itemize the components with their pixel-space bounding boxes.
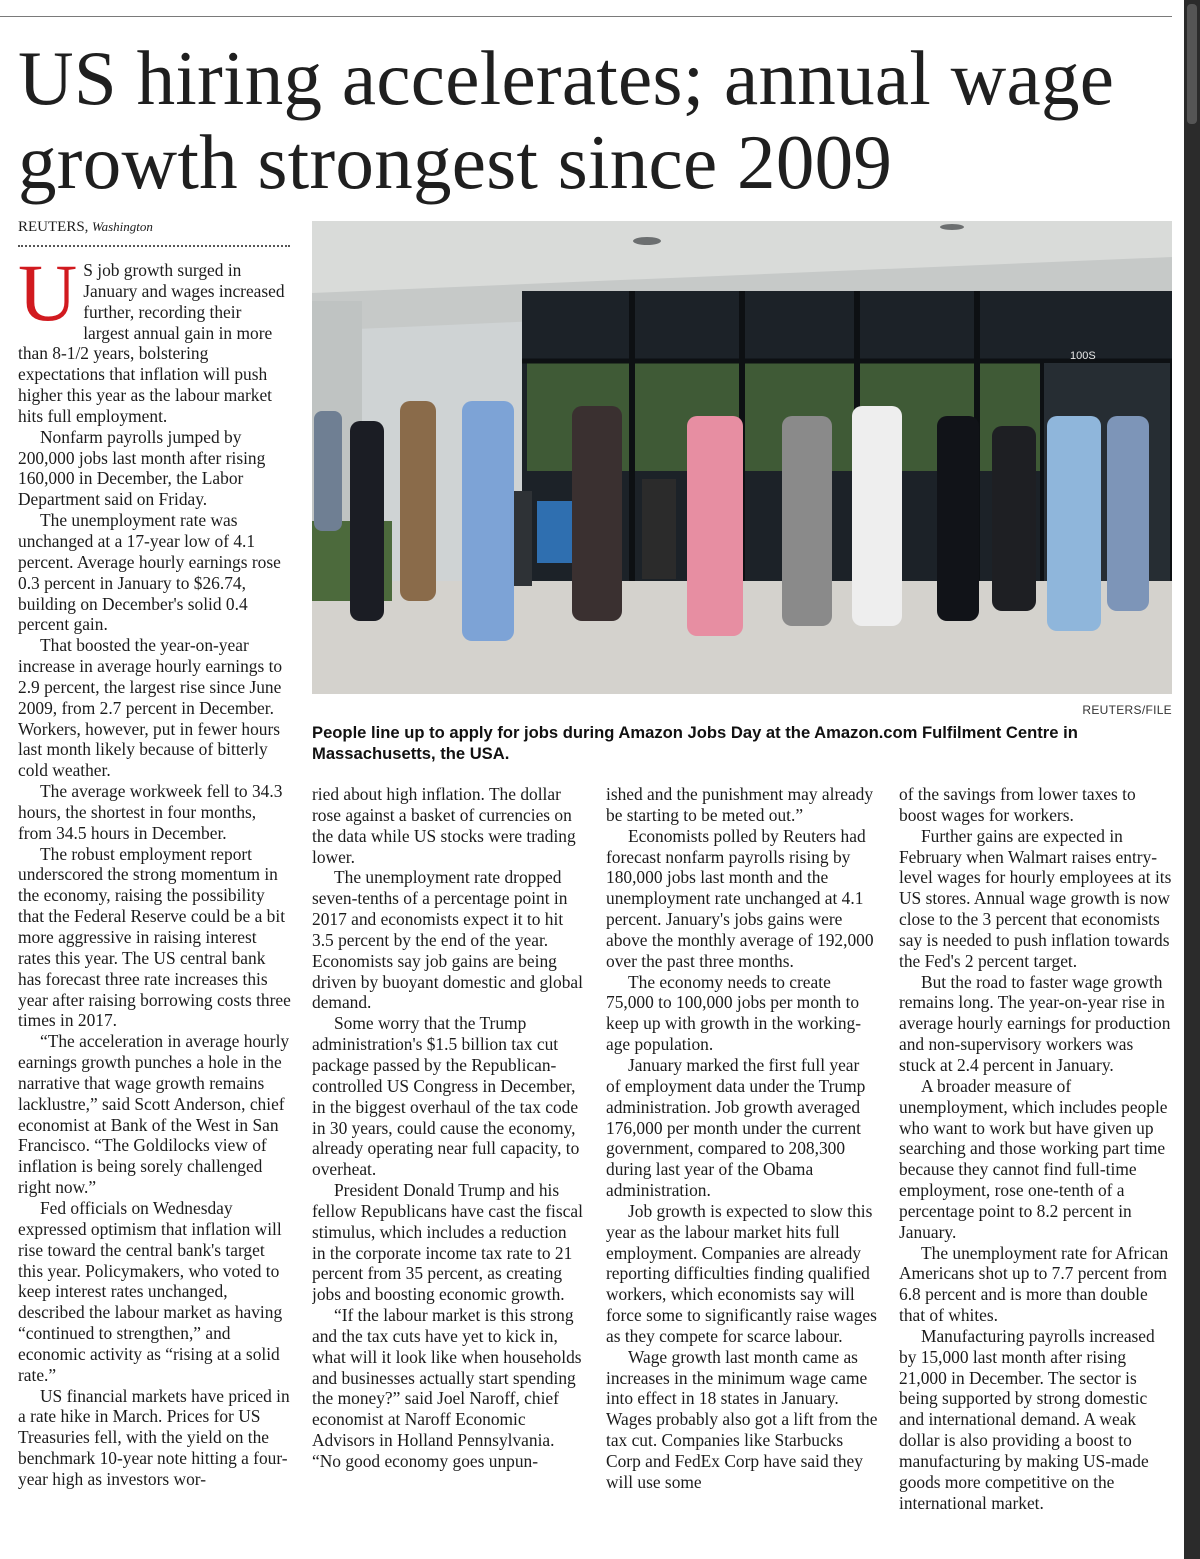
- paragraph: ished and the punishment may already be starting to be meted out.”: [606, 784, 874, 825]
- drop-cap: U: [18, 260, 78, 338]
- previous-page-strip: [0, 0, 1200, 22]
- paragraph: The average workweek fell to 34.3 hours, the shortest in four months, from 34.5 hours in December.: [18, 781, 283, 843]
- scrollbar-thumb[interactable]: [1187, 4, 1197, 124]
- paragraph: Some worry that the Trump administration's $1.5 billion tax cut package passed by the Republican-controlled US Congress in December, in the biggest overhaul of the tax code in 30 years, could cause the economy, already operating near full capacity, to overheat.: [312, 1013, 580, 1180]
- paragraph: The economy needs to create 75,000 to 100,000 jobs per month to keep up with growth in the working-age population.: [606, 971, 862, 1055]
- paragraph: “If the labour market is this strong and the tax cuts have yet to kick in, what will it look like when households and businesses actually start spending the money?” said Joel Naroff, chief economist at Naroff Economic Advisors in Holland Pennsylvania. “No good economy goes unpun-: [312, 1305, 582, 1471]
- article-column-1: [18, 260, 291, 1559]
- paragraph: The unemployment rate was unchanged at a 17-year low of 4.1 percent. Average hourly earnings rose 0.3 percent in January to $26.74, building on December's solid 0.4 percent gain.: [18, 510, 281, 635]
- paragraph: The unemployment rate for African Americans shot up to 7.7 percent from 6.8 percent and is more than double that of whites.: [899, 1242, 1169, 1326]
- header-rule: [0, 16, 1172, 17]
- person: [314, 411, 342, 531]
- photo-illustration: [312, 221, 1172, 694]
- paragraph: of the savings from lower taxes to boost wages for workers.: [899, 784, 1136, 825]
- article-column-4: [899, 784, 1174, 1559]
- scrollbar[interactable]: [1184, 0, 1200, 1559]
- paragraph: January marked the first full year of employment data under the Trump administration. Job growth averaged 176,000 per month under the current government, compared to 208,300 during last year of the Obama administration.: [606, 1054, 866, 1201]
- person: [937, 416, 979, 621]
- paragraph: Manufacturing payrolls increased by 15,000 last month after rising 21,000 in December. The sector is being supported by strong domestic and international demand. A weak dollar is also providing a boost to manufacturing by making US-made goods more competitive on the international market.: [899, 1325, 1155, 1513]
- paragraph: A broader measure of unemployment, which includes people who want to work but have given up searching and those working part time because they cannot find full-time employment, rose one-tenth of a percentage point to 8.2 percent in January.: [899, 1075, 1168, 1242]
- article-column-3: [606, 784, 878, 1559]
- person: [462, 401, 514, 641]
- byline-agency: REUTERS,: [18, 219, 89, 235]
- paragraph: ried about high inflation. The dollar rose against a basket of currencies on the data while US stocks were trading lower.: [312, 784, 576, 867]
- person: [1107, 416, 1149, 611]
- paragraph: The robust employment report underscored the strong momentum in the economy, raising the possibility that the Federal Reserve could be a bit more aggressive in raising interest rates this year. The US central bank has forecast three rate increases this year after raising borrowing costs three times in 2017.: [18, 843, 291, 1031]
- paragraph: S job growth surged in January and wages increased further, recording their largest annual gain in more than 8-1/2 years, bolstering expectations that inflation will push higher this year as the labour market hits full employment.: [18, 260, 285, 426]
- blue-bin: [537, 501, 577, 563]
- headline: US hiring accelerates; annual wage growth strongest since 2009: [18, 35, 1115, 205]
- ceiling-light: [633, 237, 661, 245]
- byline: [18, 219, 153, 236]
- paragraph: “The acceleration in average hourly earnings growth punches a hole in the narrative that wage growth remains lacklustre,” said Scott Anderson, chief economist at Bank of the West in San Francisco. “The Goldilocks view of inflation is being sorely challenged right now.”: [18, 1031, 290, 1198]
- byline-divider: [18, 245, 290, 247]
- person: [1047, 416, 1101, 631]
- person: [852, 406, 902, 626]
- paragraph: Wage growth last month came as increases in the minimum wage came into effect in 18 states in January. Wages probably also got a lift from the tax cut. Companies like Starbucks Corp and FedEx Corp have said they will use some: [606, 1346, 878, 1492]
- paragraph: Further gains are expected in February when Walmart raises entry-level wages for hourly employees at its US stores. Annual wage growth is now close to the 3 percent that economists say is needed to push inflation towards the Fed's 2 percent target.: [899, 825, 1172, 971]
- paragraph: US financial markets have priced in a rate hike in March. Prices for US Treasuries fell, with the yield on the benchmark 10-year note hitting a four-year high as investors wor-: [18, 1385, 290, 1489]
- paragraph: That boosted the year-on-year increase in average hourly earnings to 2.9 percent, the largest rise since June 2009, from 2.7 percent in December. Workers, however, put in fewer hours last month likely because of bitterly cold weather.: [18, 635, 283, 781]
- person: [992, 426, 1036, 611]
- photo-credit: REUTERS/FILE: [1082, 703, 1172, 717]
- paragraph: The unemployment rate dropped seven-tenths of a percentage point in 2017 and economists expect it to hit 3.5 percent by the end of the year. Economists say job gains are being driven by buoyant domestic and global demand.: [312, 867, 583, 1013]
- news-photo: [312, 221, 1172, 694]
- person: [782, 416, 832, 626]
- paragraph: Economists polled by Reuters had forecast nonfarm payrolls rising by 180,000 jobs last month and the unemployment rate unchanged at 4.1 percent. January's jobs gains were above the monthly average of 192,000 over the past three months.: [606, 825, 874, 971]
- byline-place: Washington: [91, 219, 153, 234]
- trash-can: [642, 479, 676, 579]
- paragraph: Job growth is expected to slow this year as the labour market hits full employment. Companies are already reporting difficulties finding qualified workers, which economists say will force some to significantly raise wages as they compete for scarce labour.: [606, 1200, 877, 1346]
- paragraph: Fed officials on Wednesday expressed optimism that inflation will rise toward the central bank's target this year. Policymakers, who voted to keep interest rates unchanged, described the labour market as having “continued to strengthen,” and economic activity as “rising at a solid rate.”: [18, 1197, 283, 1385]
- person: [572, 406, 622, 621]
- paragraph: Nonfarm payrolls jumped by 200,000 jobs last month after rising 160,000 in December, the Labor Department said on Friday.: [18, 426, 266, 510]
- article-column-2: [312, 784, 584, 1559]
- photo-caption: People line up to apply for jobs during Amazon Jobs Day at the Amazon.com Fulfilment Centre in Massachusetts, the USA.: [312, 723, 1078, 763]
- paragraph: But the road to faster wage growth remains long. The year-on-year rise in average hourly earnings for production and non-supervisory workers was stuck at 2.4 percent in January.: [899, 971, 1171, 1075]
- ceiling-light: [940, 224, 964, 230]
- door-sign: 100S: [1070, 350, 1096, 362]
- person: [687, 416, 743, 636]
- person: [400, 401, 436, 601]
- person: [350, 421, 384, 621]
- paragraph: President Donald Trump and his fellow Republicans have cast the fiscal stimulus, which includes a reduction in the corporate income tax rate to 21 percent from 35 percent, as creating jobs and boosting economic growth.: [312, 1180, 583, 1305]
